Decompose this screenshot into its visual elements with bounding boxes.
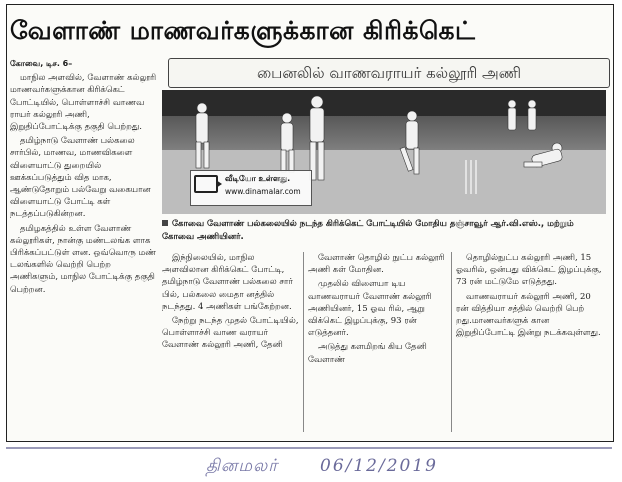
footer-divider bbox=[6, 447, 612, 449]
article-column-4 bbox=[456, 252, 604, 442]
paragraph: நேற்று நடந்த முதல் போட்டியில், பொள்ளாச்சி வாண வராயர் வேளாண் கல்லூரி அணி, தேனி bbox=[162, 316, 299, 351]
paragraph: தமிழகத்தில் உள்ள வேளாண் கல்லூரிகள், நான்கு மண்டலங்க ளாக பிரிக்கப்பட்டுள் ளன. ஒவ்வொரு மண் டலங்களில் வெற்றி பெற்ற அணிகளும், மாநில போட்டிக்கு தகுதி பெற்றன. bbox=[10, 223, 157, 295]
subheadline: பைனலில் வாணவராயர் கல்லூரி அணி bbox=[168, 58, 610, 88]
headline: வேளாண் மாணவர்களுக்கான கிரிக்கெட் bbox=[10, 16, 476, 45]
video-camera-icon bbox=[194, 175, 218, 193]
video-badge bbox=[190, 170, 312, 206]
paragraph: முதலில் விளையா டிய வாணவராயர் வேளாண் கல்லூரி அணியினர், 15 ஓவ ரில், ஆறு விக்கெட் இழப்புக்கு, 93 ரன் எடுத்தனர். bbox=[308, 279, 432, 339]
paragraph: தமிழ்நாடு வேளாண் பல்கலை சார்பில், மாணவ, மாணவிகளை விளையாட்டு துறையில் ஊக்கப்படுத்தும் வித மாக, ஆண்டுதோறும் பல்வேறு வகையான விளையாட்டு போட்டி கள் நடத்தப்படுகின்றன. bbox=[10, 136, 151, 220]
handwritten-date: 06/12/2019 bbox=[320, 456, 438, 476]
cricket-match-photo bbox=[162, 90, 606, 214]
paragraph: மாநில அளவில், வேளாண் கல்லூரி மாணவர்களுக்கான கிரிக்கெட் போட்டியில், பொள்ளாச்சி வாணவ ராயர் கல்லூரி அணி, இறுதிப்போட்டிக்கு தகுதி பெற்றது. bbox=[10, 73, 157, 133]
paragraph: அடுத்து களமிறங் கிய தேனி வேளாண் bbox=[308, 342, 427, 365]
video-label: வீடியோ உள்ளது. bbox=[225, 174, 291, 183]
paragraph: இந்நிலையில், மாநில அளவிலான கிரிக்கெட் போட்டி, தமிழ்நாடு வேளாண் பல்கலை சார் பில், பல்கலை மைதா னத்தில் நடந்தது. 4 அணிகள் பங்கேற்றன. bbox=[162, 253, 293, 312]
column-divider bbox=[451, 252, 452, 432]
article-column-2 bbox=[162, 252, 300, 442]
caption-text: கோவை வேளாண் பல்கலையில் நடந்த கிரிக்கெட் போட்டியில் மோதிய தஞ்சாவூர் ஆர்.வி.எஸ்., மற்றும் கோவை அணியினர். bbox=[162, 219, 574, 242]
video-url: www.dinamalar.com bbox=[225, 187, 301, 196]
paragraph: வாணவராயர் கல்லூரி அணி, 20 ரன் வித்தியா சத்தில் வெற்றி பெற் றது.மாணவர்களுக் கான இறுதிப்போட்டி இன்று நடக்கவுள்ளது. bbox=[456, 291, 601, 339]
paragraph: தொழில்நுட்ப கல்லூரி அணி, 15 ஓவரில், ஒன்பது விக்கெட் இழப்புக்கு, 73 ரன் மட்டுமே எடுத்தது. bbox=[456, 253, 602, 288]
caption-bullet-icon bbox=[162, 220, 168, 226]
photo-caption bbox=[162, 218, 606, 246]
newspaper-masthead: தினமலர் bbox=[206, 456, 279, 476]
article-column-1 bbox=[10, 58, 160, 442]
paragraph: வேளாண் தொழில் நுட்ப கல்லூரி அணி கள் மோதின. bbox=[308, 253, 445, 276]
dateline: கோவை, டிச. 6– bbox=[10, 59, 73, 68]
article-column-3 bbox=[308, 252, 448, 442]
column-divider bbox=[303, 252, 304, 432]
